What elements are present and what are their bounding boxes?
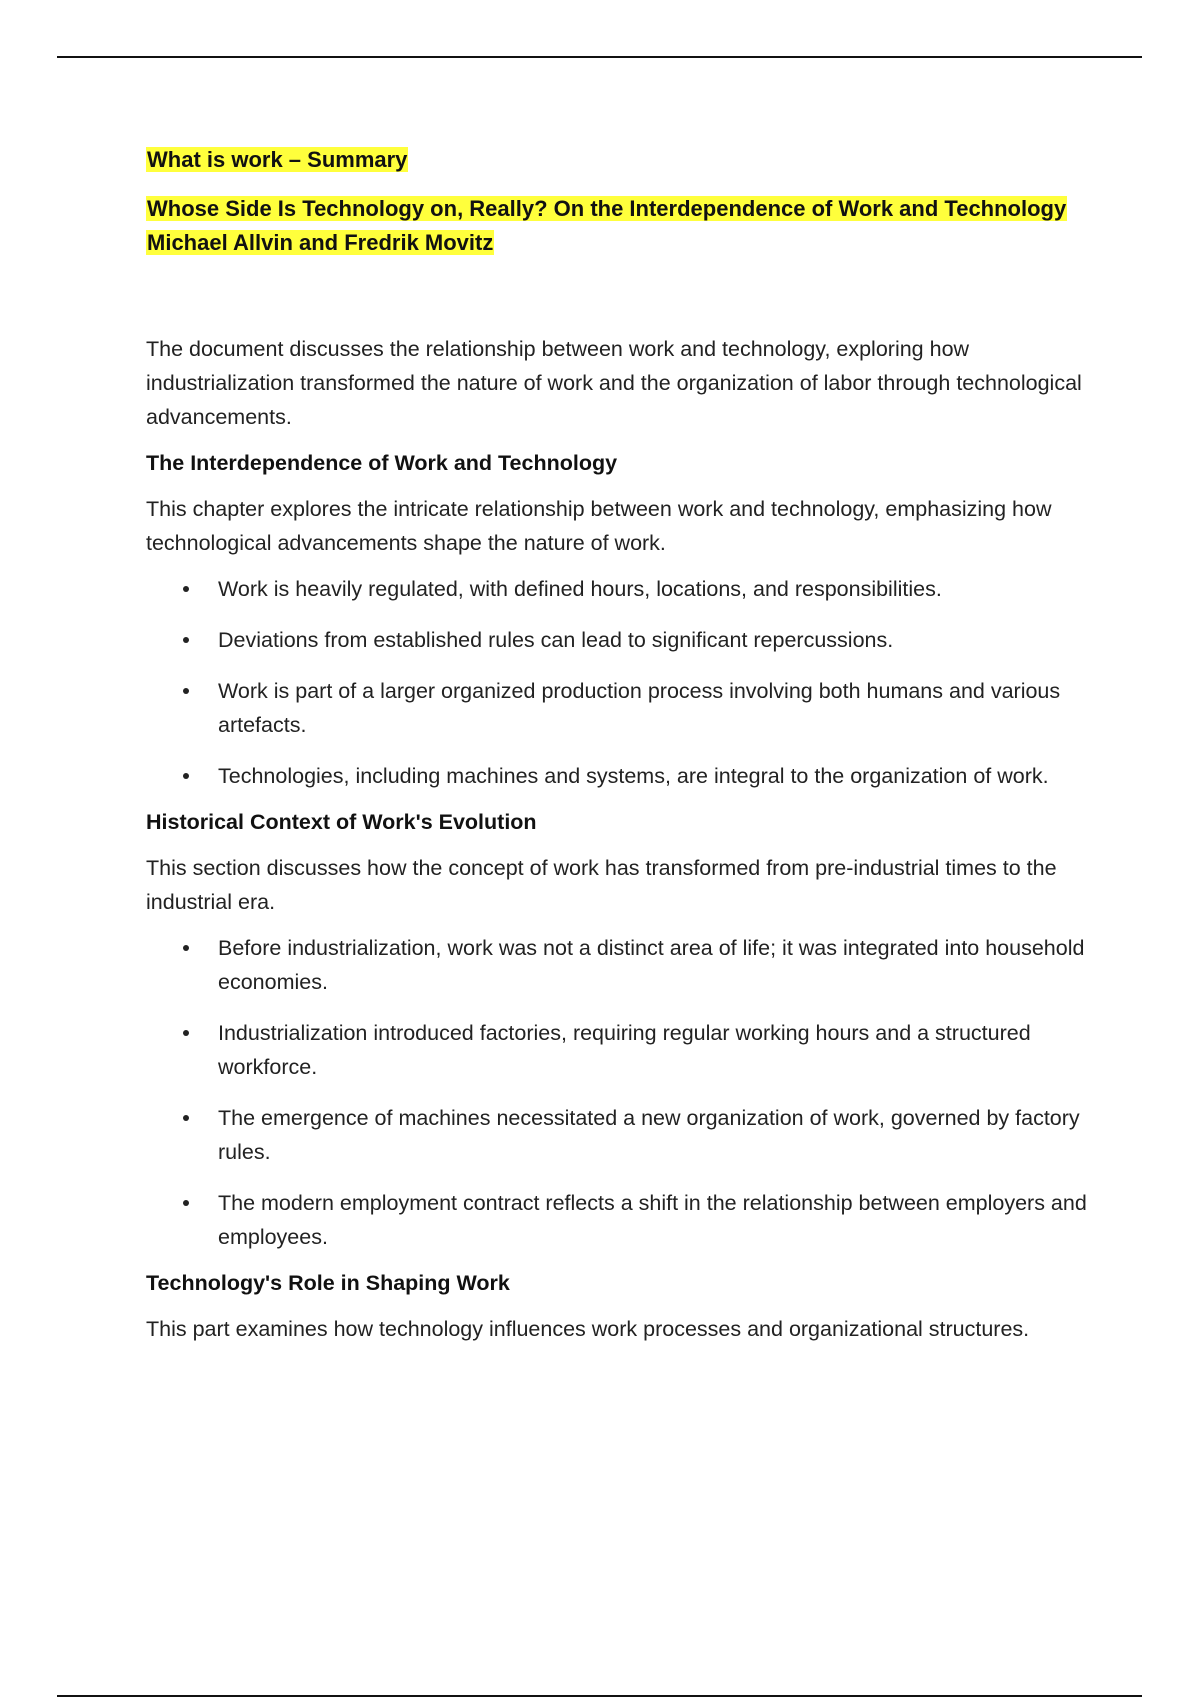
list-item: [146, 931, 1091, 999]
section-heading: Technology's Role in Shaping Work: [146, 1271, 510, 1295]
section-paragraph: This part examines how technology influences work processes and organizational structures.: [146, 1317, 1030, 1341]
list-item-text: Industrialization introduced factories, requiring regular working hours and a structured workforce.: [218, 1021, 1031, 1079]
list-item: [146, 674, 1091, 742]
section-paragraph: This section discusses how the concept of work has transformed from pre-industrial times to the industrial era.: [146, 856, 1057, 914]
list-item: [146, 1016, 1091, 1084]
bullet-icon: [183, 688, 189, 694]
title-highlight: What is work – Summary: [147, 147, 408, 172]
bullet-icon: [183, 637, 189, 643]
list-item: [146, 572, 1091, 606]
list-item: [146, 759, 1091, 793]
section-paragraph: This chapter explores the intricate relationship between work and technology, emphasizing how technological advancements shape the nature of work.: [146, 497, 1052, 555]
section-heading: The Interdependence of Work and Technology: [146, 451, 618, 475]
bullet-list: [146, 931, 1091, 1254]
list-item-text: Before industrialization, work was not a distinct area of life; it was integrated into household economies.: [218, 936, 1085, 994]
list-item-text: The emergence of machines necessitated a new organization of work, governed by factory rules.: [218, 1106, 1080, 1164]
subtitle-highlight: Whose Side Is Technology on, Really? On the Interdependence of Work and Technology Michael Allvin and Fredrik Movitz: [147, 196, 1067, 255]
bottom-rule: [57, 1695, 1142, 1697]
bullet-icon: [183, 1115, 189, 1121]
list-item: [146, 623, 1091, 657]
bullet-icon: [183, 773, 189, 779]
bullet-icon: [183, 1200, 189, 1206]
list-item-text: Deviations from established rules can lead to significant repercussions.: [218, 628, 894, 652]
bullet-icon: [183, 945, 189, 951]
list-item: [146, 1101, 1091, 1169]
list-item-text: The modern employment contract reflects a shift in the relationship between employers and employees.: [218, 1191, 1087, 1249]
list-item-text: Technologies, including machines and systems, are integral to the organization of work.: [218, 764, 1049, 788]
section-heading: Historical Context of Work's Evolution: [146, 810, 537, 834]
bullet-icon: [183, 586, 189, 592]
bullet-icon: [183, 1030, 189, 1036]
list-item-text: Work is part of a larger organized production process involving both humans and various artefacts.: [218, 679, 1061, 737]
list-item: [146, 1186, 1091, 1254]
document-subtitle: [146, 192, 1091, 260]
intro-paragraph: The document discusses the relationship between work and technology, exploring how industrialization transformed the nature of work and the organization of labor through technological advancements.: [146, 337, 1082, 429]
list-item-text: Work is heavily regulated, with defined hours, locations, and responsibilities.: [218, 577, 942, 601]
top-rule: [57, 56, 1142, 58]
bullet-list: [146, 572, 1091, 793]
document-title: [146, 143, 1091, 177]
document-body: [146, 143, 1091, 1358]
